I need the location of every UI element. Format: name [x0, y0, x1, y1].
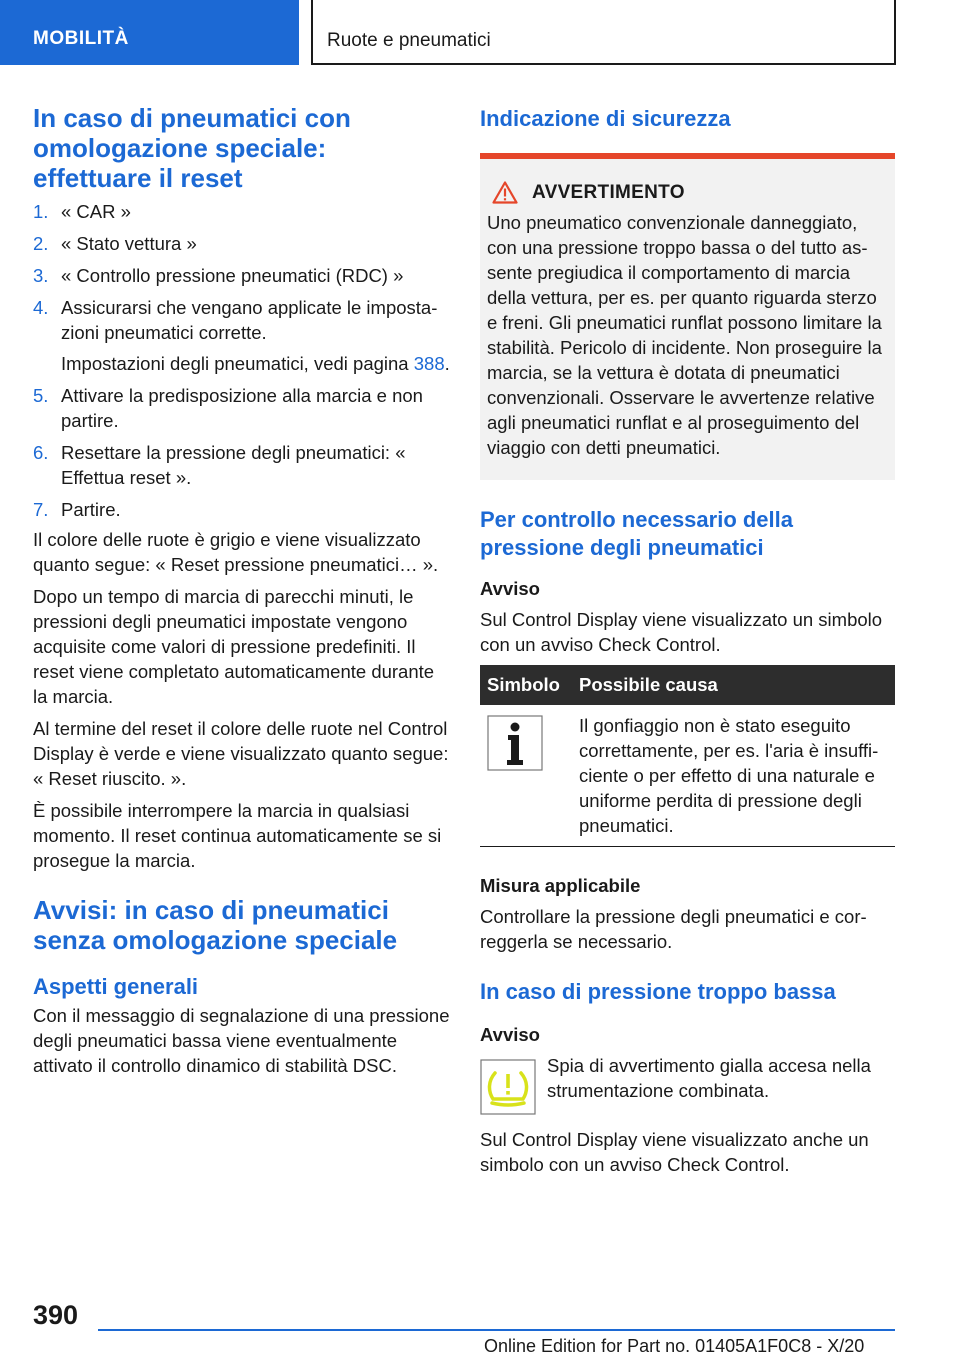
final-text: Sul Control Display viene visualizzato anche un simbolo con un avviso Check Control.	[480, 1129, 869, 1175]
paragraph: È possibile interrompere la marcia in qualsiasi momento. Il reset continua automaticamente se si prosegue la marcia.	[33, 800, 442, 871]
col-header-cause: Possibile causa	[572, 665, 895, 705]
notes-heading: Avvisi: in caso di pneumatici senza omologazione speciale	[33, 895, 398, 955]
symbol-table	[480, 665, 895, 847]
chapter-tab	[311, 0, 896, 65]
footer-divider	[98, 1329, 895, 1331]
step-item: 7. Partire.	[33, 499, 121, 520]
step-item: 1. « CAR »	[33, 201, 131, 222]
col-header-symbol: Simbolo	[480, 665, 572, 705]
low-pressure-heading: In caso di pressione troppo bassa	[480, 979, 836, 1004]
info-icon	[487, 715, 543, 771]
step-item: 4. Assicurarsi che vengano applicate le impostazioni pneumatici corrette. Impostazioni degli pneumatici, vedi pagina 388.	[33, 297, 450, 374]
check-heading: Per controllo necessario della pressione degli pneumatici	[480, 507, 794, 560]
paragraph: Dopo un tempo di marcia di parecchi minuti, le pressioni degli pneumatici impostate vengono acquisite come valori di pressione predefiniti. Il reset viene completato automaticamente durante la marcia.	[33, 586, 435, 707]
measure-label: Misura applicabile	[480, 875, 641, 896]
tire-pressure-warning-icon	[480, 1059, 536, 1115]
section-label: MOBILITÀ	[33, 28, 129, 49]
left-column	[33, 103, 451, 1078]
safety-heading: Indicazione di sicurezza	[480, 106, 731, 131]
warning-title: AVVERTIMENTO	[492, 181, 888, 204]
paragraph: Al termine del reset il colore delle ruote nel Control Display è verde e viene visualizzato quanto segue: « Reset riuscito. ».	[33, 718, 449, 789]
right-column	[480, 103, 895, 1177]
notice-label: Avviso	[480, 578, 540, 599]
notice-label: Avviso	[480, 1024, 540, 1045]
step-item: 3. « Controllo pressione pneumatici (RDC) »	[33, 265, 404, 286]
step-item: 6. Resettare la pressione degli pneumatici: « Effettua reset ».	[33, 442, 406, 488]
edition-text: Online Edition for Part no. 01405A1F0C8 - X/20	[484, 1336, 865, 1356]
reset-steps	[33, 199, 451, 522]
measure-text: Controllare la pressione degli pneumatici e correggerla se necessario.	[480, 906, 867, 952]
step-subnote: Impostazioni degli pneumatici, vedi pagina 388.	[61, 353, 450, 374]
step-item: 2. « Stato vettura »	[33, 233, 197, 254]
warning-triangle-icon	[492, 181, 518, 204]
symbol-cell	[480, 705, 572, 847]
lamp-text: Spia di avvertimento gialla accesa nella strumentazione combinata.	[547, 1055, 871, 1101]
warning-text: Uno pneumatico convenzionale danneggiato, con una pressione troppo bassa o del tutto assente pregiudica il comportamento di marcia della vettura, per es. per quanto riguarda sterzo e freni. Gli pneumatici runflat possono limitare la stabilità. Pericolo di incidente. Non proseguire la marcia, se la vettura è dotata di pneumatici convenzionali. Osservare le avvertenze relative agli pneumatici runflat e al proseguimento del viaggio con detti pneumatici.	[487, 212, 882, 458]
notice-text: Sul Control Display viene visualizzato un simbolo con un avviso Check Control.	[480, 609, 883, 655]
paragraph: Con il messaggio di segnalazione di una pressione degli pneumatici bassa viene eventualmente attivato il controllo dinamico di stabilità DSC.	[33, 1005, 450, 1076]
lamp-row	[480, 1053, 895, 1115]
step-item: 5. Attivare la predisposizione alla marcia e non partire.	[33, 385, 423, 431]
paragraph: Il colore delle ruote è grigio e viene visualizzato quanto segue: « Reset pressione pneumatici… ».	[33, 529, 439, 575]
page-number: 390	[33, 1300, 79, 1330]
chapter-label: Ruote e pneumatici	[327, 30, 491, 51]
table-row	[480, 705, 895, 847]
reset-heading: In caso di pneumatici con omologazione speciale: effettuare il reset	[33, 103, 351, 193]
general-heading: Aspetti generali	[33, 974, 199, 999]
cause-cell: Il gonfiaggio non è stato eseguito correttamente, per es. l'aria è insufficiente o per effetto di una naturale e uniforme perdita di pressione degli pneumatici.	[572, 705, 895, 847]
section-tab	[0, 0, 299, 65]
warning-box	[480, 153, 895, 480]
page-link-388[interactable]: 388	[413, 353, 445, 374]
